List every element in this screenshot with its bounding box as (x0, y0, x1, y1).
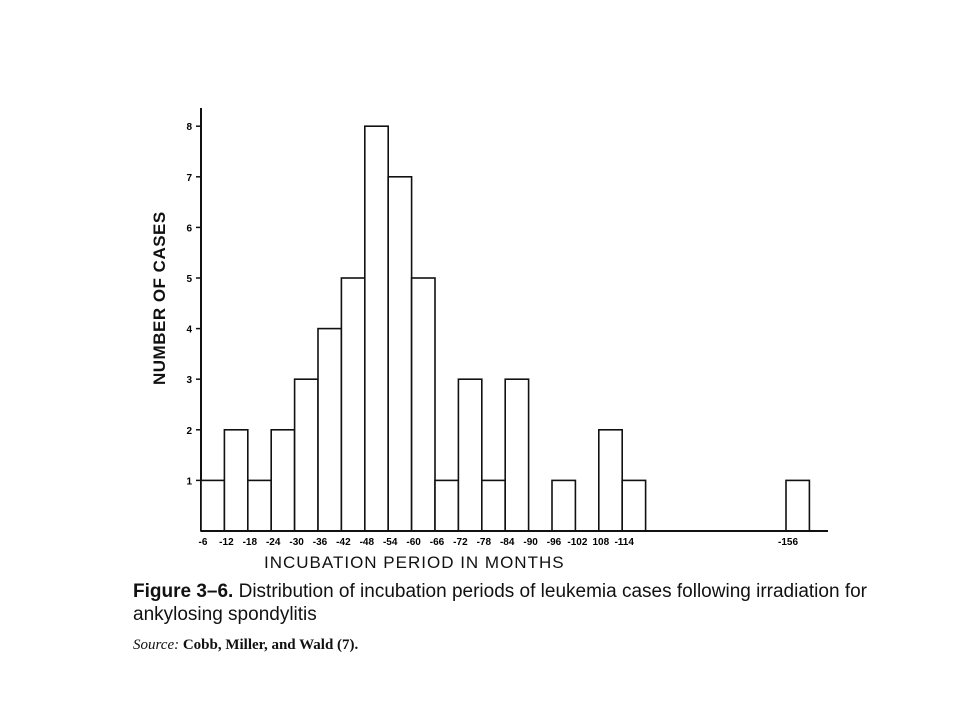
x-tick-label: -18 (242, 537, 258, 548)
x-tick-label: -84 (499, 537, 515, 548)
y-tick-label: 1 (186, 476, 192, 488)
x-tick-label: -90 (523, 537, 538, 548)
source-line (133, 637, 358, 654)
x-tick-label: -102 (567, 537, 588, 548)
bar (365, 126, 388, 531)
x-tick-label: -54 (382, 537, 398, 548)
source-label: Source: (133, 637, 180, 653)
bar (482, 480, 505, 531)
x-axis (199, 531, 828, 548)
y-tick-label: 4 (186, 324, 192, 336)
bar (271, 430, 294, 531)
bar (412, 278, 435, 531)
bar (248, 480, 271, 531)
bar (341, 278, 364, 531)
bar (318, 329, 341, 531)
source-text: Cobb, Miller, and Wald (7). (182, 637, 359, 653)
x-tick-label: -114 (614, 537, 634, 548)
x-tick-label: -78 (476, 537, 492, 548)
x-axis-title: INCUBATION PERIOD IN MONTHS (264, 553, 565, 572)
y-tick-label: 5 (186, 274, 192, 285)
x-tick-label: -72 (453, 537, 468, 548)
bar (388, 177, 411, 531)
bar (599, 430, 622, 531)
y-axis (186, 108, 201, 531)
y-tick-label: 8 (186, 122, 192, 134)
bar (224, 430, 247, 531)
x-tick-label: -60 (406, 537, 421, 548)
y-tick-label: 3 (186, 375, 192, 387)
bar (435, 480, 458, 531)
x-tick-label: -48 (359, 537, 375, 548)
x-tick-label: -6 (198, 537, 208, 548)
y-tick-label: 6 (186, 223, 192, 235)
bar (295, 379, 318, 531)
bar (505, 379, 528, 531)
y-tick-label: 7 (186, 172, 192, 184)
x-tick-label: -96 (546, 537, 562, 548)
y-tick-label: 2 (186, 425, 192, 437)
bar (201, 480, 224, 531)
y-axis-title: NUMBER OF CASES (150, 211, 169, 385)
bar (458, 379, 481, 531)
x-tick-label: -156 (777, 537, 799, 548)
x-tick-label: -12 (219, 537, 234, 548)
x-tick-label: -42 (336, 537, 351, 548)
figure-label: Figure 3–6. (133, 581, 234, 602)
x-tick-label: -66 (429, 537, 445, 548)
x-tick-label: -30 (289, 537, 304, 548)
bar (786, 480, 809, 531)
figure-caption (133, 580, 873, 626)
bar (552, 480, 575, 531)
figure-caption-text: Distribution of incubation periods of leukemia cases following irradiation for ankylosing spondylitis (133, 581, 867, 625)
bar (622, 480, 645, 531)
x-tick-label: -24 (265, 537, 281, 548)
bars (201, 126, 809, 531)
x-tick-label: 108 (592, 537, 610, 548)
x-tick-label: -36 (312, 537, 328, 548)
